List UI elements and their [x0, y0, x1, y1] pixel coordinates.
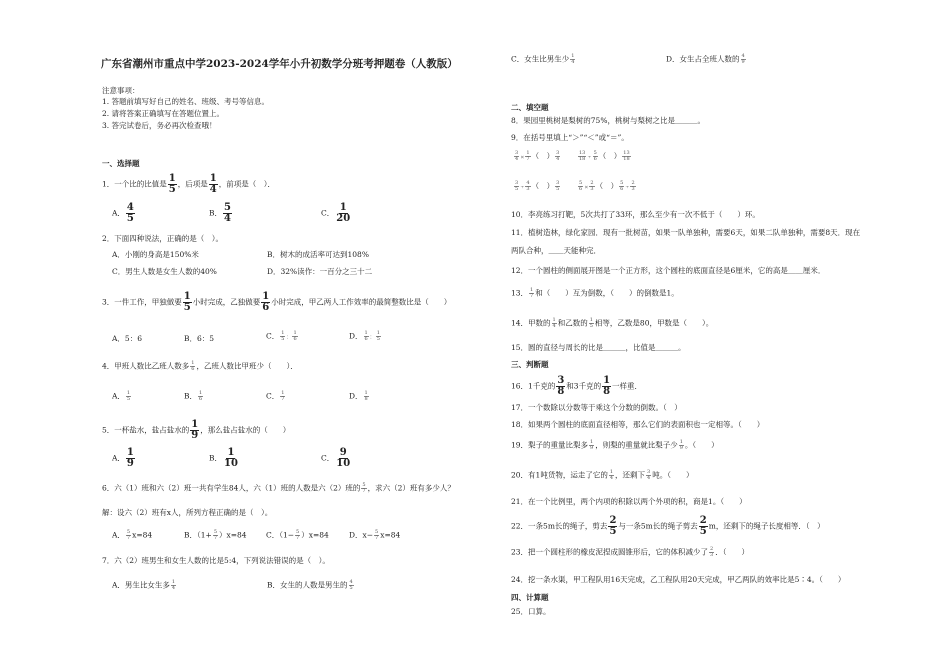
q4-option-d[interactable]: D． $\frac{1}{8}$ — [349, 390, 368, 402]
question-11: 11．植树造林，绿化家园．现有一批树苗，如果一队单独种，需要6天，如果二队单独种，需要8天．现在 — [511, 228, 861, 237]
q7-option-b[interactable]: B．女生的人数是男生的 $\frac{4}{5}$ — [267, 579, 353, 591]
q1-option-a[interactable]: A． $\frac{4}{5}$ — [112, 202, 134, 224]
question-24: 24．挖一条水渠，甲工程队用16天完成，乙工程队用20天完成，甲乙两队的效率比是5∶4。（ ） — [511, 575, 846, 584]
q6-option-d[interactable]: D．x− $\frac{5}{7}$ x=84 — [349, 529, 401, 541]
question-3: 3．一件工作，甲独做要 $\frac{1}{5}$ 小时完成，乙独做要 $\frac{1}{6}$ 小时完成，甲乙两人工作效率的最简整数比是（ ） — [102, 291, 452, 313]
section-fill-heading: 二、填空题 — [511, 103, 549, 112]
question-1: 1．一个比的比值是 $\frac{1}{5}$ ，后项是 $\frac{1}{4}$ ，前项是（ ）． — [102, 173, 275, 195]
q9-item-2[interactable]: $\frac{13}{18}$ ÷ $\frac{5}{6}$ （ ） $\frac{13}{18}$ — [579, 150, 630, 162]
q4-option-b[interactable]: B． $\frac{1}{6}$ — [184, 390, 203, 402]
question-15: 15．圆的直径与周长的比是＿＿＿，比值是＿＿＿。 — [511, 343, 686, 352]
q6-solution-line: 解：设六（2）班有x人，所列方程正确的是（ ）。 — [102, 508, 273, 517]
q3-option-d[interactable]: D． $\frac{1}{6}$ ： $\frac{1}{5}$ — [349, 330, 380, 342]
question-18: 18．如果两个圆柱的底面直径相等，那么它们的表面积也一定相等。（ ） — [511, 420, 765, 429]
note-item-3: 3. 答完试卷后，务必再次检查哦！ — [102, 121, 217, 130]
q7-option-d[interactable]: D．女生占全班人数的 $\frac{4}{9}$ — [666, 53, 745, 65]
question-22: 22．一条5m长的绳子，剪去 $\frac{2}{5}$ 与一条5m长的绳子剪去 $\frac{2}{5}$ m，还剩下的绳子长度相等．（ ） — [511, 515, 825, 537]
question-6: 6．六（1）班和六（2）班一共有学生84人，六（1）班的人数是六（2）班的 $\frac{5}{7}$ ，求六（2）班有多少人？ — [102, 482, 455, 494]
question-2: 2．下面四种说法，正确的是（ ）。 — [102, 234, 224, 243]
section-calc-heading: 四、计算题 — [511, 593, 549, 602]
q9-item-3[interactable]: $\frac{3}{5}$ ÷ $\frac{4}{3}$ （ ） $\frac{3}{5}$ — [515, 180, 560, 192]
section-judge-heading: 三、判断题 — [511, 360, 549, 369]
question-17: 17．一个数除以分数等于乘这个分数的倒数。（ ） — [511, 403, 682, 412]
question-7: 7．六（2）班男生和女生人数的比是5:4，下列说法错误的是（ ）。 — [102, 556, 330, 565]
q4-option-c[interactable]: C． $\frac{1}{7}$ — [266, 390, 285, 402]
question-12: 12．一个圆柱的侧面展开图是一个正方形，这个圆柱的底面直径是6厘米，它的高是＿＿厘米． — [511, 266, 826, 275]
question-9: 9．在括号里填上“＞”“＜”或“＝”。 — [511, 133, 629, 142]
question-11-cont: 两队合种，＿＿天能种完． — [511, 246, 601, 255]
q6-option-a[interactable]: A． $\frac{5}{7}$ x=84 — [112, 529, 153, 541]
question-13: 13． $\frac{1}{7}$ 和（ ）互为倒数，（ ）的倒数是1。 — [511, 287, 679, 299]
question-16: 16．1千克的 $\frac{3}{8}$ 和3千克的 $\frac{1}{8}$ 一样重． — [511, 375, 643, 397]
q2-option-a[interactable]: A．小刚的身高是150%米 — [112, 250, 199, 259]
question-4: 4．甲班人数比乙班人数多 $\frac{1}{6}$ ，乙班人数比甲班少（ ）． — [102, 360, 298, 372]
q3-option-b[interactable]: B．6：5 — [184, 334, 215, 343]
q2-option-c[interactable]: C．男生人数是女生人数的40% — [112, 267, 217, 276]
question-10: 10．李亮练习打靶，5次共打了33环，那么至少有一次不低于（ ）环。 — [511, 210, 760, 219]
q3-option-c[interactable]: C． $\frac{1}{5}$ ： $\frac{1}{6}$ — [266, 330, 297, 342]
q2-option-b[interactable]: B．树木的成活率可达到108% — [267, 250, 369, 259]
question-21: 21．在一个比例里，两个内项的积除以两个外项的积，商是1。（ ） — [511, 497, 747, 506]
notes-heading: 注意事项： — [102, 86, 140, 95]
question-20: 20．有1吨货物，运走了它的 $\frac{1}{4}$ ，还剩下 $\frac{3}{4}$ 吨。（ ） — [511, 469, 694, 481]
q2-option-d[interactable]: D．32%读作：一百分之三十二 — [267, 267, 373, 276]
section-choice-heading: 一、选择题 — [102, 159, 140, 168]
note-item-1: 1. 答题前填写好自己的姓名、班级、考号等信息。 — [102, 97, 270, 106]
q1-option-c[interactable]: C． $\frac{1}{20}$ — [321, 202, 351, 224]
question-23: 23．把一个圆柱形的橡皮泥捏成圆锥形后，它的体积减少了 $\frac{2}{3}$ ．（ ） — [511, 546, 749, 558]
note-item-2: 2. 请将答案正确填写在答题位置上。 — [102, 109, 225, 118]
q4-option-a[interactable]: A． $\frac{1}{5}$ — [112, 390, 131, 402]
q5-option-c[interactable]: C． $\frac{9}{10}$ — [321, 447, 351, 469]
question-19: 19．梨子的重量比梨多 $\frac{1}{9}$ ，则梨的重量就比梨子少 $\frac{1}{9}$ 。（ ） — [511, 439, 719, 451]
q9-item-4[interactable]: $\frac{5}{6}$ × $\frac{2}{3}$ （ ） $\frac{5}{6}$ ÷ $\frac{2}{3}$ — [579, 180, 635, 192]
q7-option-c[interactable]: C．女生比男生少 $\frac{1}{4}$ — [511, 53, 575, 65]
question-8: 8．果园里桃树是梨树的75%，桃树与梨树之比是＿＿＿。 — [511, 116, 705, 125]
q3-option-a[interactable]: A．5：6 — [112, 334, 142, 343]
page-title: 广东省潮州市重点中学2023-2024学年小升初数学分班考押题卷（人教版） — [101, 58, 458, 70]
question-14: 14．甲数的 $\frac{1}{4}$ 和乙数的 $\frac{1}{5}$ 相等，乙数是80，甲数是（ ）。 — [511, 317, 714, 329]
q7-option-a[interactable]: A．男生比女生多 $\frac{1}{4}$ — [112, 579, 176, 591]
q9-item-1[interactable]: $\frac{3}{4}$ × $\frac{1}{7}$ （ ） $\frac{3}{4}$ — [515, 150, 560, 162]
q1-option-b[interactable]: B． $\frac{5}{4}$ — [209, 202, 231, 224]
question-5: 5．一杯盐水，盐占盐水的 $\frac{1}{9}$ ，那么盐占盐水的（ ） — [102, 419, 291, 441]
question-25: 25．口算。 — [511, 607, 551, 616]
q5-option-a[interactable]: A． $\frac{1}{9}$ — [112, 447, 134, 469]
q5-option-b[interactable]: B． $\frac{1}{10}$ — [209, 447, 238, 469]
q6-option-b[interactable]: B．（1+ $\frac{5}{7}$ ）x=84 — [184, 529, 247, 541]
q6-option-c[interactable]: C．（1− $\frac{5}{7}$ ）x=84 — [266, 529, 329, 541]
